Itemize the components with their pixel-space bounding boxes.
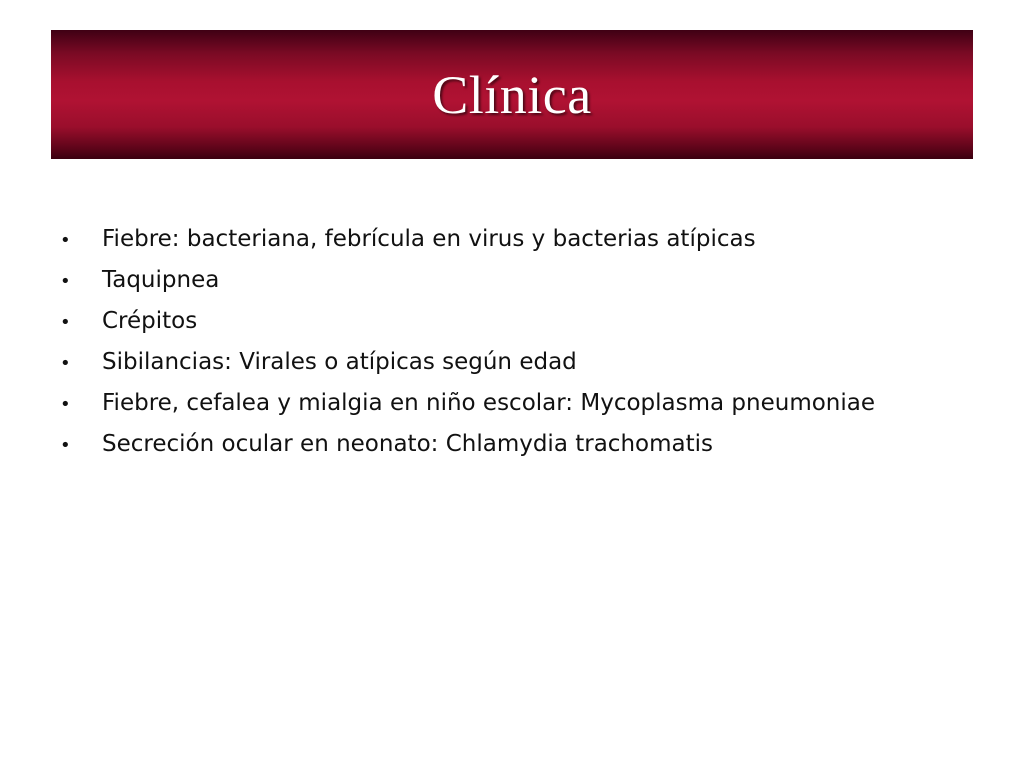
bullet-icon: • — [60, 353, 71, 374]
bullet-text: Taquipnea — [102, 267, 220, 293]
bullet-item — [58, 390, 978, 431]
bullet-item — [58, 349, 978, 390]
bullet-list — [58, 226, 978, 472]
bullet-text: Secreción ocular en neonato: Chlamydia trachomatis — [102, 431, 713, 457]
slide-title: Clínica — [432, 64, 592, 125]
bullet-text: Crépitos — [102, 308, 198, 334]
bullet-item — [58, 267, 978, 308]
bullet-icon: • — [60, 271, 71, 292]
bullet-item — [58, 431, 978, 472]
bullet-text: Fiebre, cefalea y mialgia en niño escolar: Mycoplasma pneumoniae — [102, 390, 876, 416]
bullet-text: Sibilancias: Virales o atípicas según edad — [102, 349, 577, 375]
bullet-icon: • — [60, 230, 71, 251]
title-bar — [51, 30, 973, 159]
bullet-item — [58, 308, 978, 349]
bullet-icon: • — [60, 394, 71, 415]
bullet-item — [58, 226, 978, 267]
bullet-text: Fiebre: bacteriana, febrícula en virus y bacterias atípicas — [102, 226, 756, 252]
bullet-icon: • — [60, 312, 71, 333]
bullet-icon: • — [60, 435, 71, 456]
